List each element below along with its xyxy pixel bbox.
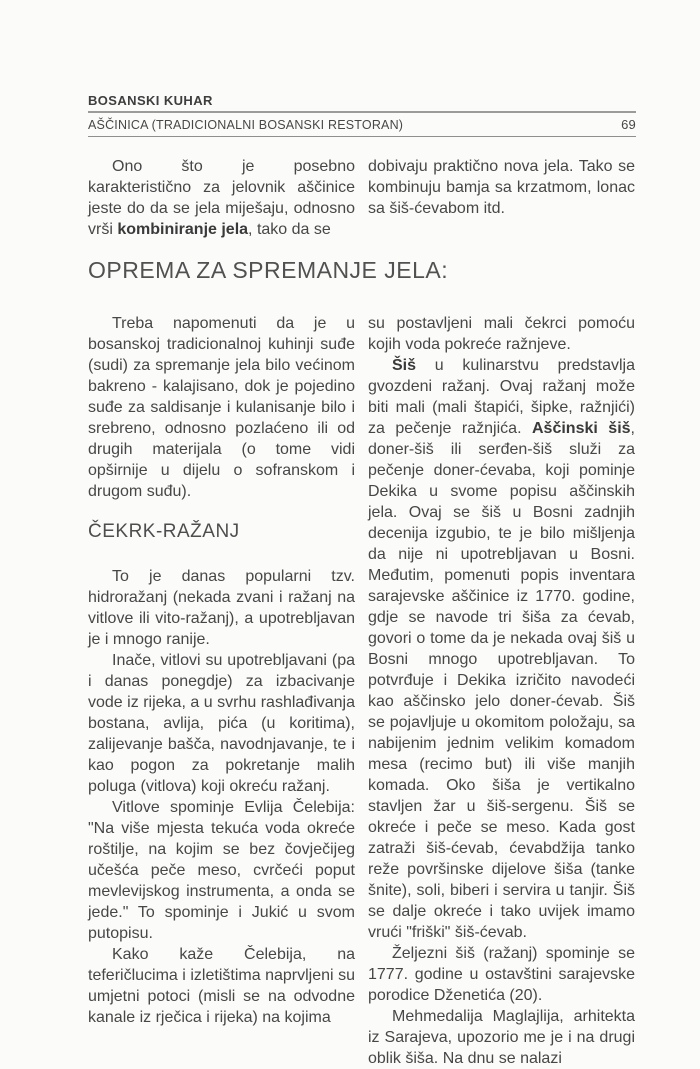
book-title: BOSANSKI KUHAR bbox=[88, 93, 213, 108]
paragraph-vitlovi: Inače, vitlovi su upotrebljavani (pa i danas ponegdje) za izbacivanje vode iz rijeka, a u svrhu rashlađivanja bostana, avlija, pića (u koritima), zalijevanje bašča, navodnjavanje, te i kao pogon za pokretanje malih poluga (vitlova) koji okreću ražanj. bbox=[88, 652, 355, 795]
paragraph-sis bbox=[368, 355, 635, 943]
header-rule-bottom bbox=[88, 136, 636, 137]
paragraph-tefericluci: Kako kaže Čelebija, na teferičlucima i izletištima naprvljeni su umjetni potoci (misli se na odvodne kanale iz rječica i rijeka) na kojima bbox=[88, 946, 355, 1026]
intro-right-column bbox=[368, 156, 635, 240]
paragraph-hidrorazanj: To je danas popularni tzv. hidroražanj (nekada zvani i ražanj na vitlove ili vito-ražanj), a upotrebljavan je i mnogo ranije. bbox=[88, 568, 355, 648]
main-section bbox=[88, 313, 636, 1069]
sis-text-2: , doner-šiš ili serđen-šiš služi za pečenje doner-ćevaba, koji pominje Dekika u svome popisu aščinskih jela. Ovaj se šiš u Bosni zadnjih decenija izgubio, te je bilo mišljenja da nije ni upotrebljavan u Bosni. Međutim, pomenuti popis inventara sarajevske aščinice iz 1770. godine, gdje se navode tri šiša za ćevab, govori o tome da je nekada ovaj šiš u Bosni mnogo upotrebljavan. To potvrđuje i Dekika izričito navodeći kao aščinsko jelo doner-ćevab. Šiš se pojavljuje u okomitom položaju, sa nabijenim jednim velikim komadom mesa (recimo but) ili više manjih komada. Oko šiša je vertikalno stavljen žar u šiš-sergenu. Šiš se okreće i peče se meso. Kada gost zatraži šiš-ćevab, ćevabdžija tanko reže površinske dijelove šiša (tanke šnite), soli, biberi i servira u tanjir. Šiš se dalje okreće i tako uvijek imamo vrući "friški" šiš-ćevab. bbox=[368, 420, 635, 941]
running-header bbox=[88, 93, 636, 137]
sis-text-1: u kulinarstvu predstavlja gvozdeni ražanj. Ovaj ražanj može biti mali (mali štapići, šipke, ražnjići) za pečenje ražnjića. bbox=[368, 357, 635, 437]
main-left-column bbox=[88, 313, 355, 1069]
intro-section bbox=[88, 156, 636, 240]
intro-left-bold: kombiniranje jela bbox=[117, 221, 249, 238]
paragraph-maglajlija: Mehmedalija Maglajlija, arhitekta iz Sarajeva, upozorio me je i na drugi oblik šiša. Na dnu se nalazi bbox=[368, 1008, 635, 1067]
intro-paragraph-left bbox=[88, 156, 355, 240]
intro-left-text: Ono što je posebno karakteristično za jelovnik aščinice jeste do da se jela miješaju, odnosno vrši bbox=[88, 158, 355, 238]
paragraph-sude: Treba napomenuti da je u bosanskoj tradicionalnoj kuhinji suđe (sudi) za spremanje jela bilo većinom bakreno - kalajisano, dok je pojedino suđe za saldisanje i kulanisanje bilo i srebreno, odnosno pozlaćeno ili od drugih materijala (o tome vidi opširnije u dijelu o sofranskom i drugom suđu). bbox=[88, 315, 355, 500]
chapter-title: AŠČINICA (TRADICIONALNI BOSANSKI RESTORAN) bbox=[88, 118, 404, 132]
subheading-cekrk-razanj: ČEKRK-RAŽANJ bbox=[88, 521, 240, 542]
paragraph-zeljezni-sis: Željezni šiš (ražanj) spominje se 1777. godine u ostavštini sarajevske porodice Dženetića (20). bbox=[368, 945, 635, 1004]
main-right-column bbox=[368, 313, 635, 1069]
paragraph-continuation-cekrci: su postavljeni mali čekrci pomoću kojih voda pokreće ražnjeve. bbox=[368, 315, 635, 353]
page-number: 69 bbox=[621, 117, 636, 132]
paragraph-celebija-citat: Vitlove spominje Evlija Čelebija: "Na više mjesta tekuća voda okreće roštilje, na kojim se bez čovječijeg učešća peče meso, cvrčeći poput mevlevijskog instrumenta, a onda se jede." To spominje i Jukić u svom putopisu. bbox=[88, 799, 355, 942]
chapter-row bbox=[88, 113, 636, 136]
intro-left-tail: , tako da se bbox=[248, 221, 331, 238]
intro-paragraph-right: dobivaju praktično nova jela. Tako se kombinuju bamja sa krzatmom, lonac sa šiš-ćevabom itd. bbox=[368, 158, 635, 217]
section-heading-oprema: OPREMA ZA SPREMANJE JELA: bbox=[88, 257, 449, 283]
ascinski-sis-bold: Aščinski šiš bbox=[532, 420, 631, 437]
sis-bold-lead: Šiš bbox=[392, 357, 417, 374]
intro-left-column bbox=[88, 156, 355, 240]
